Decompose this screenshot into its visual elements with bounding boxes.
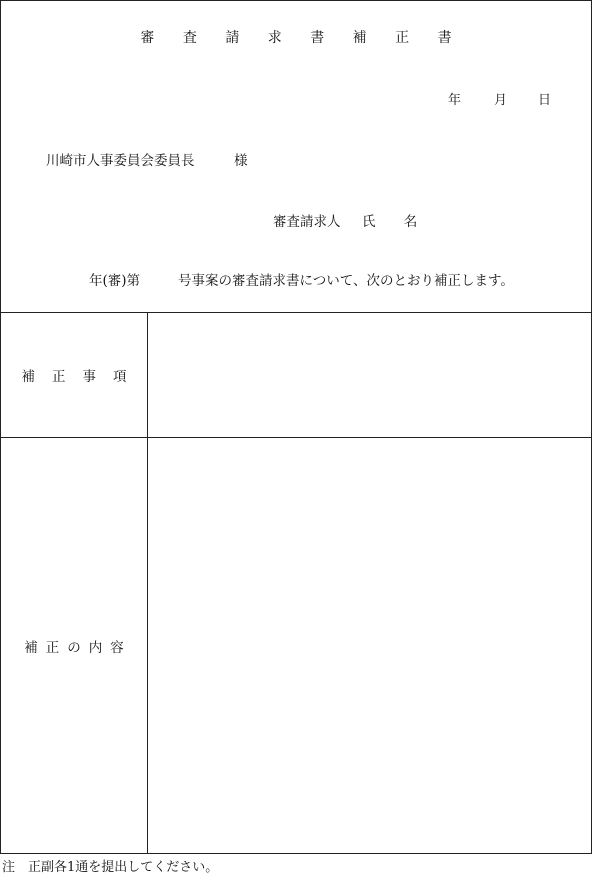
footer-note: 注 正副各1通を提出してください。 — [2, 860, 219, 875]
table-row-correction-items — [1, 313, 591, 438]
date-month-label: 月 — [494, 93, 508, 108]
correction-content-label: 補正の内容 — [1, 438, 148, 853]
date-year-label: 年 — [448, 93, 462, 108]
claimant-name-label: 氏 名 — [362, 214, 430, 230]
addressee-honorific: 様 — [234, 153, 248, 169]
claimant-label: 審査請求人 — [273, 214, 341, 230]
correction-items-field[interactable] — [149, 313, 591, 437]
table-row-correction-content — [1, 438, 591, 853]
correction-items-label: 補正事項 — [1, 313, 148, 437]
date-day-label: 日 — [538, 93, 552, 108]
correction-content-field[interactable] — [149, 438, 591, 853]
statement-case-number-prefix: 年(審)第 — [89, 273, 141, 289]
document-title: 審 査 請 求 書 補 正 書 — [140, 30, 464, 46]
form-header-section — [1, 1, 591, 313]
addressee: 川崎市人事委員会委員長 — [46, 153, 195, 169]
statement-body: 号事案の審査請求書について、次のとおり補正します。 — [178, 273, 514, 289]
